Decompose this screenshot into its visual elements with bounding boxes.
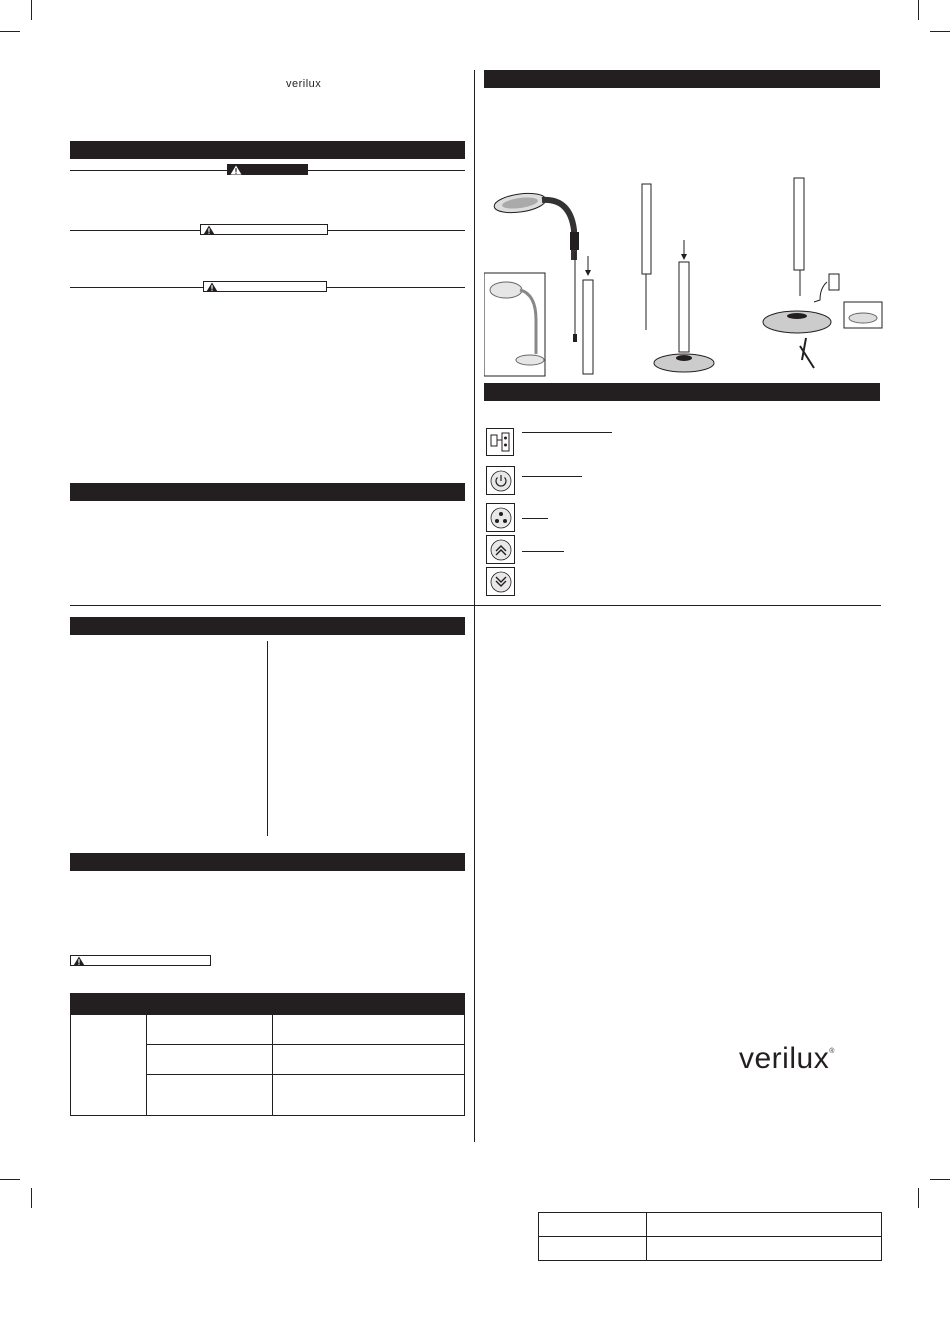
wall-outlet-icon (489, 431, 511, 453)
fold-divider (70, 605, 881, 606)
pole-section-3 (763, 178, 882, 368)
warning-label-warning (200, 224, 328, 235)
brand-logo-text: verilux (739, 1042, 830, 1075)
table-row (539, 1237, 882, 1261)
table-header-cell (71, 994, 147, 1015)
table-header-cell (273, 994, 465, 1015)
brand-logo: verilux (286, 78, 322, 90)
section-header-3 (70, 617, 465, 635)
lamp-overview-inset (484, 273, 545, 376)
table-cell (147, 1045, 273, 1075)
pole-section-2 (642, 184, 714, 372)
power-icon (489, 469, 513, 493)
table-header-row (71, 994, 465, 1015)
warning-label-danger (227, 164, 308, 175)
table-row (539, 1213, 882, 1237)
crop-mark (918, 0, 919, 20)
pole-section-1 (583, 256, 593, 374)
power-icon-box (486, 466, 515, 495)
crop-mark (930, 1179, 950, 1180)
footer-info-table (538, 1212, 882, 1261)
brand-logo-large (739, 1042, 835, 1076)
warning-triangle-icon (230, 165, 242, 175)
table-cell (539, 1213, 647, 1237)
column-divider (267, 641, 268, 836)
table-row (71, 1015, 465, 1045)
outlet-icon-box (486, 428, 514, 456)
crop-mark (31, 1188, 32, 1208)
crop-mark (918, 1188, 919, 1208)
section-header-controls (484, 383, 880, 401)
up-icon-box (486, 535, 515, 564)
table-cell (539, 1237, 647, 1261)
crop-mark (0, 1179, 20, 1180)
table-cell (273, 1075, 465, 1116)
down-icon-box (486, 567, 515, 596)
warning-label-caution (203, 281, 327, 292)
registered-mark: ® (829, 1048, 835, 1055)
warning-triangle-icon (203, 225, 215, 235)
brightness-down-icon (489, 570, 513, 594)
mode-dots-icon (489, 506, 513, 530)
heading-underline (522, 476, 582, 477)
table-cell (273, 1045, 465, 1075)
crop-mark (0, 31, 20, 32)
mode-icon-box (486, 503, 515, 532)
section-header-2 (70, 483, 465, 501)
warning-triangle-icon (206, 282, 218, 292)
table-cell (147, 1015, 273, 1045)
table-cell (647, 1237, 882, 1261)
warning-triangle-icon (73, 956, 85, 966)
table-cell (147, 1075, 273, 1116)
section-header-4 (70, 853, 465, 871)
warning-label-note (70, 955, 211, 966)
center-divider (474, 70, 475, 1142)
brightness-up-icon (489, 538, 513, 562)
troubleshooting-table (70, 993, 465, 1116)
section-header-assembly (484, 70, 880, 88)
heading-underline (522, 432, 612, 433)
heading-underline (522, 518, 548, 519)
section-header-safety (70, 141, 465, 159)
assembly-illustration (484, 170, 884, 382)
heading-underline (522, 551, 564, 552)
table-cell (71, 1015, 147, 1116)
table-cell (647, 1213, 882, 1237)
table-cell (273, 1015, 465, 1045)
crop-mark (930, 31, 950, 32)
crop-mark (31, 0, 32, 20)
table-header-cell (147, 994, 273, 1015)
